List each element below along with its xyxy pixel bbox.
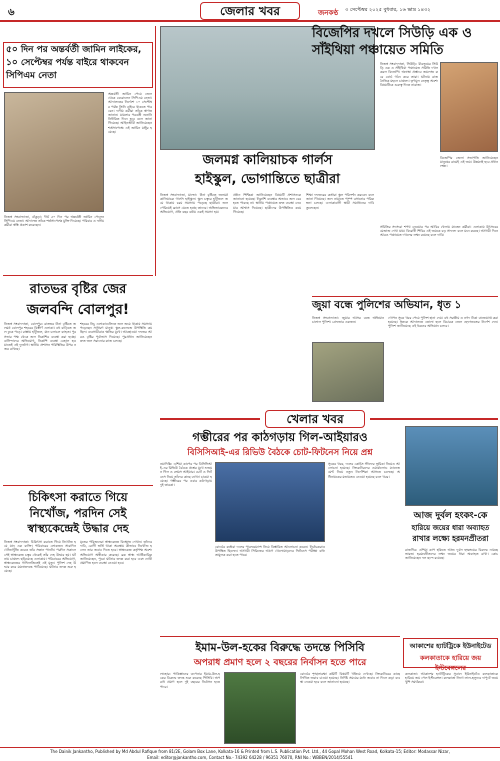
cpim-headline: ৫০ দিন পর অন্তর্বর্তী জামিন লাইকের, ১০ সেপ্টেম্বর পর্যন্ত বাইরে থাকবেন সিপিএম নেতা [6, 45, 142, 81]
imam-body: লাহোর: পাকিস্তানের ওপেনার ইমাম-উল-হকের বিরুদ্ধে তদন্ত শুরু করেছে পিসিবি। অপরাধ প্রমাণ হলে দুই বছরের নির্বাসন হতে পারে। [160, 672, 220, 689]
treatment-headline-2: নিখোঁজ, পরদিন সেই [29, 506, 127, 520]
issue-date: ৩ সেপ্টেম্বর ২০২৫ বুধবার, ১৬ ভাদ্র ১৪৩২ [345, 7, 431, 13]
school-headline-2: হাইস্কুল, ভোগান্তিতে ছাত্রীরা [195, 172, 340, 187]
hockey-photo [405, 426, 498, 506]
footer-contact: Email: editor@jankantho.com, Contact No.- 74392 64228 / 96351 76070, RNI No.: WBBEN/2014/55541 [147, 755, 353, 760]
treatment-headline-3: স্বাস্থ্যকেন্দ্রেই উদ্ধার দেহ [27, 522, 129, 535]
cpim-leader-photo [4, 92, 104, 212]
imam-headline: ইমাম-উল-হকের বিরুদ্ধে তদন্তে পিসিবি [195, 641, 365, 654]
hockey-headline-1: আজ দুর্বল হংকং-কে [413, 511, 488, 521]
bjp-body-3: সমিতির সদস্যরা শপথ নেওয়ার পর আবির খেলায় মাতেন কর্মীরা। এলাকায় উৎসবের মেজাজ দেখা যায়। বিরোধী শিবির এই জয়কে বড় সাফল্য বলে মনে করছে। আগামী দিনে আরও পঞ্চায়েত দখলের লক্ষ্য রয়েছে বলে দাবি। [380, 225, 498, 238]
gamble-headline: জুয়া বন্ধে পুলিশের অভিযান, ধৃত ১ [312, 299, 462, 311]
bjp-body: নিজস্ব সংবাদদাতা, সিউড়ি: বীরভূমের সিউড়ি এক ও সাঁইথিয়া পঞ্চায়েত সমিতি দখল করল বিজেপি। অনাস্থা প্রস্তাবে জয়লাভ করে বোর্ড গঠন করে তারা। ঘটনায় রাজনৈতিক মহলে চাঞ্চল্য। তৃণমূল নেতৃত্ব অবশ্য বিষয়টিকে গুরুত্ব দিতে নারাজ। [380, 62, 438, 88]
school-headline-1: জলমগ্ন কালিয়াচক গার্লস [202, 153, 333, 168]
treatment-headline-1: চিকিৎসা করাতে গিয়ে [28, 490, 128, 504]
hockey-body: রাজগির: এশিয়া কাপ হকিতে আজ দুর্বল হংকংয়ের বিরুদ্ধে নামছে ভারত। হরমনপ্রীতদের লক্ষ্য জয়ের ধারা অব্যাহত রাখা। কোচ জানিয়েছেন দল ছন্দে রয়েছে। [405, 548, 498, 561]
bolpur-headline-1: রাতভর বৃষ্টির জের [29, 282, 127, 297]
school-body: নিজস্ব সংবাদদাতা, মালদা: টানা বৃষ্টিতে জলমগ্ন কালিয়াচক গার্লস হাইস্কুল। স্কুল চত্বরে হাঁটুজল জমে থাকায় চরম সমস্যায় পড়েছে ছাত্রীরা। জল পেরিয়েই ক্লাসে যেতে হচ্ছে তাদের। অভিভাবকদের অভিযোগ, প্রতি বছর বর্ষায় একই সমস্যা হয়। [160, 193, 228, 214]
treatment-body: নিজস্ব সংবাদদাতা: চিকিৎসা করাতে গিয়ে নিখোঁজ হয়ে যান এক ব্যক্তি। পরিবারের লোকজন সারাদিন খোঁজাখুঁজি করেও তাঁর সন্ধান পাননি। পরদিন সকালে সেই স্বাস্থ্যকেন্দ্র চত্বর থেকেই তাঁর দেহ উদ্ধার হয়। ঘটনায় চাঞ্চল্য ছড়িয়েছে এলাকায়। পরিবারের অভিযোগ, স্বাস্থ্যকেন্দ্রের গাফিলতিতেই এই মৃত্যু। পুলিশ দেহ উদ্ধার করে ময়নাতদন্তে পাঠিয়েছে। ঘটনার তদন্ত শুরু হয়েছে। [4, 540, 76, 574]
masthead-logo: জনকণ্ঠ [318, 9, 339, 17]
imam-rule [160, 636, 400, 637]
section-title: জেলার খবর [200, 2, 300, 20]
gamble-photo [312, 342, 384, 402]
hockey-headline-3: রাখার লক্ষ্যে হরমনপ্রীতরা [412, 534, 489, 543]
cricket-headline: গম্ভীরের পর কাঠগড়ায় গিল-আইয়ারও [192, 430, 368, 444]
football-headline-1: আকাশের হ্যাটট্রিকে ইউনাইটেড [409, 642, 492, 650]
gamble-rule [312, 296, 498, 297]
bjp-body-2: বিজেপির জেলা সভাপতি জানিয়েছেন মানুষের রায়েই এই জয়। উন্নয়নই হবে প্রধান লক্ষ্য। [440, 156, 498, 169]
cricket-photo [215, 462, 325, 542]
sports-banner-rule-left [160, 418, 260, 420]
footer-rule [0, 747, 500, 748]
hockey-headline-2: হারিয়ে জয়ের ধারা অব্যাহত [411, 524, 490, 532]
school-body-2: প্রধান শিক্ষিকা জানিয়েছেন বিষয়টি প্রশাসনকে জানানো হয়েছে। নিকাশি ব্যবস্থার অভাবে জল বের হতে পারছে না। স্থানীয় পঞ্চায়েত দ্রুত ব্যবস্থা নেওয়ার আশ্বাস দিয়েছে। ছাত্রীদের উপস্থিতিও কমে গিয়েছে। [233, 193, 301, 214]
imam-body-2: বোর্ডের শৃঙ্খলারক্ষা কমিটি বিষয়টি খতিয়ে দেখছে। ক্রিকেটারের কাছে লিখিত জবাব চাওয়া হয়েছে। নির্দিষ্ট সময়ের মধ্যে জবাব না দিলে কড়া ব্যবস্থা নেওয়া হবে বলে জানানো হয়েছে। [300, 672, 400, 685]
cpim-body: অন্তর্বর্তী জামিন পেয়ে জেল থেকে বেরোলেন সিপিএম নেতা। আদালতের নির্দেশে ১০ সেপ্টেম্বর পর্যন্ত তিনি বাইরে থাকতে পারবেন। দলীয় কর্মীরা তাঁকে স্বাগত জানান। মামলার পরবর্তী শুনানি নির্ধারিত দিনে হবে বলে জানা গিয়েছে। আইনজীবী জানিয়েছেন শর্তসাপেক্ষে এই জামিন মঞ্জুর হয়েছে। [108, 92, 152, 134]
bolpur-body-2: শহরের নিচু এলাকাগুলিতে জল জমে থাকায় সমস্যায় পড়েছেন সাধারণ মানুষ। স্কুল-কলেজে উপস্থিতি কম ছিল। ব্যবসায়ীরাও ক্ষতির মুখে। আবহাওয়া দফতর আরও বৃষ্টির পূর্বাভাস দিয়েছে। পুরপ্রধান জানিয়েছেন দ্রুত জল সরানোর কাজ চলছে। [80, 322, 152, 343]
cpim-body-2: নিজস্ব সংবাদদাতা, বাঁকুড়া: দীর্ঘ ৫০ দিন পর অন্তর্বর্তী জামিন পেলেন সিপিএম নেতা। আদালত তাঁকে শর্তসাপেক্ষে মুক্তি দিয়েছে। পরিবার ও দলীয় কর্মীরা স্বস্তি প্রকাশ করেছেন। [4, 215, 104, 228]
bolpur-body: নিজস্ব সংবাদদাতা, বোলপুর: রাতভর টানা বৃষ্টিতে জলমগ্ন বোলপুর শহরের বিস্তীর্ণ এলাকা। বহু বাড়িতে জল ঢুকে পড়ে। রাস্তায় হাঁটুজল, যান চলাচল ব্যাহত। পুরসভার পক্ষ থেকে জল নিকাশির ব্যবস্থা করা হচ্ছে। বাসিন্দাদের অভিযোগ, নিকাশি ব্যবস্থা বেহাল হওয়াতেই এই দুর্ভোগ। স্থানীয় প্রশাসন পরিস্থিতির উপর নজর রাখছে। [4, 322, 76, 352]
football-headline-2: কলকাতাকে হারিয়ে জয় ইস্টবেঙ্গলের [419, 654, 482, 672]
bjp-headline: বিজেপির দখলে সিউড়ি এক ও সাঁইথিয়া পঞ্চায়েত সমিতি [312, 26, 472, 58]
gamble-body-2: গোপন সূত্রে খবর পেয়ে পুলিশ হানা দেয়। বহু সরঞ্জাম ও নগদ টাকা বাজেয়াপ্ত করা হয়েছে। ধৃতকে আদালতে তোলা হলে বিচারক জেল হেফাজতের নির্দেশ দেন। পুলিশ জানিয়েছে এই ধরনের অভিযান চলবে। [388, 316, 498, 329]
cricket-body: নয়াদিল্লি: এশিয়া কাপের পর বিসিসিআই-এর রিভিউ বৈঠকে প্রশ্নের মুখে শুভমন গিল ও শ্রেয়স আইয়ার। চোট ও ফিটনেস নিয়ে তাঁদের কাছে ব্যাখ্যা চাওয়া হয়েছে। গম্ভীরের পর এবার কাঠগড়ায় দুই তারকা। [160, 462, 212, 488]
footer-imprint: The Dainik Jankantho, Published by Md Abdul Rafique from 81/2E, Golam Box Lane, Kolkata-16 & Printed from L.S. Publication Pvt. Ltd., 44 Gopal Mohan West Road, Kolkata-15; Editor: Modassar Nizar, [50, 749, 450, 754]
bolpur-rule [3, 275, 153, 276]
treatment-body-2: মৃতের পরিজনেরা স্বাস্থ্যকেন্দ্রে বিক্ষোভ দেখান। তাঁদের দাবি, রোগী ভর্তি থাকা অবস্থায় কীভাবে নিখোঁজ হলেন তার জবাব দিতে হবে। স্বাস্থ্যকেন্দ্র কর্তৃপক্ষ অবশ্য অভিযোগ অস্বীকার করেছে। ব্লক স্বাস্থ্য আধিকারিক জানিয়েছেন, পুরো ঘটনার তদন্ত করা হবে এবং দোষী প্রমাণিত হলে ব্যবস্থা নেওয়া হবে। [80, 540, 152, 566]
cricket-body-2: বোর্ডের কর্তারা দলের পারফরম্যান্স নিয়ে বিস্তারিত আলোচনা করেন। নির্বাচকরাও উপস্থিত ছিলেন। আগামী সিরিজের আগে খেলোয়াড়দের ফিটনেস পরীক্ষা বাধ্যতামূলক করা হতে পারে। [215, 545, 325, 558]
school-body-3: শিক্ষা দফতরের কর্তারা স্কুল পরিদর্শন করবেন বলে জানা গিয়েছে। জল নামাতে পাম্প বসানোর পরিকল্পনা চলছে। এলাকাবাসী স্থায়ী সমাধানের দাবি তুলেছেন। [306, 193, 374, 210]
cricket-subheadline: বিসিসিআই-এর রিভিউ বৈঠকে চোট-ফিটনেস নিয়ে প্রশ্ন [187, 448, 373, 458]
football-body: কলকাতা: আকাশের হ্যাটট্রিকের সুবাদে ইউনাইটেড কলকাতাকে হারিয়ে জয় পেল ইস্টবেঙ্গল। কলকাতা লিগে লাল-হলুদের দাপুটে জয়ে খুশি সমর্থকরা। [405, 672, 498, 685]
imam-photo [224, 672, 296, 744]
cricket-body-3: সূত্রের খবর, দলের কোচিং স্টাফের ভূমিকা নিয়েও আলোচনা হয়েছে। ক্রিকেটারদের ওয়ার্কলোড ম্যানেজমেন্ট নিয়ে নতুন নির্দেশিকা আসতে চলেছে। অধিনায়কের মতামতও নেওয়া হয়েছে বলে খবর। [328, 462, 400, 479]
sports-banner-rule-right [370, 418, 498, 420]
sports-banner: খেলার খবর [265, 410, 365, 428]
bolpur-headline-2: জলবন্দি বোলপুর! [26, 302, 130, 318]
bjp-photo [440, 62, 498, 152]
imam-subheadline: অপরাধ প্রমাণ হলে ২ বছরের নির্বাসন হতে পারে [193, 658, 367, 668]
page-number: ৬ [8, 7, 15, 18]
gamble-body: নিজস্ব সংবাদদাতা: জুয়ার আসর বন্ধে অভিযান চালাল পুলিশ। গ্রেফতার একজন। [312, 316, 384, 325]
treatment-rule [3, 485, 153, 486]
column-divider [155, 26, 156, 276]
